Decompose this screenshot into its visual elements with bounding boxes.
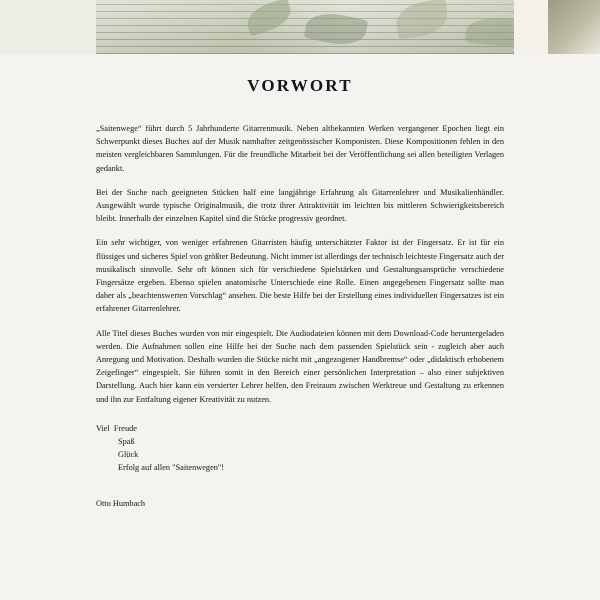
signature: Otto Humbach xyxy=(96,498,146,508)
closing-block xyxy=(96,422,504,475)
closing-line: Viel Freude xyxy=(96,423,137,433)
leaf-icon xyxy=(304,8,369,50)
leaf-icon xyxy=(394,0,450,39)
closing-line: Glück xyxy=(118,450,139,460)
band-left-patch xyxy=(0,0,96,54)
page-sheet xyxy=(0,54,600,600)
paragraph: Bei der Suche nach geeigneten Stücken half eine langjährige Erfahrung als Gitarrenlehrer und Musikalienhändler. Ausgewählt wurde typische Originalmusik, die trotz ihrer Attraktivität im leichten bis mittleren Schwierigkeitsbereich bleibt. Innerhalb der einzelnen Kapitel sind die Stücke progressiv geordnet. xyxy=(96,187,504,224)
closing-line: Spaß xyxy=(118,437,135,447)
closing-line: Erfolg auf allen "Saitenwegen"! xyxy=(118,463,225,473)
paragraph: „Saitenwege“ führt durch 5 Jahrhunderte Gitarrenmusik. Neben altbekannten Werken vergangener Epochen liegt ein Schwerpunkt dieses Buches auf der Musik namhafter zeitgenössischer Komponisten. Diese Kompositionen fehlen in den meisten vergleichbaren Sammlungen. Für die freundliche Mitarbeit bei der Veröffentlichung sei allen beteiligten Verlagen gedankt. xyxy=(96,124,504,173)
band-sheet-music-texture xyxy=(96,0,514,54)
paragraph: Ein sehr wichtiger, von weniger erfahrenen Gitarristen häufig unterschätzter Faktor ist der Fingersatz. Er ist für ein flüssiges und sicheres Spiel von größter Bedeutung. Nicht immer ist allerdings der technisch leichteste Fingersatz auch der musikalisch sinnvolle. Sehr oft können sich für verschiedene Spielstärken und Gestaltungsansprüche verschiedene Fingersätze ergeben. Ebenso spielen anatomische Unterschiede eine Rolle. Einen angegebenen Fingersatz sollte man daher als „beachtenswerten Vorschlag“ ansehen. Die beste Hilfe bei der Erstellung eines individuellen Fingersatzes ist ein erfahrener Gitarrenlehrer. xyxy=(96,238,504,314)
decorative-header-band xyxy=(0,0,600,54)
leaf-icon xyxy=(243,0,295,36)
band-corner-shadow xyxy=(548,0,600,54)
paragraph: Alle Titel dieses Buches wurden von mir eingespielt. Die Audiodateien können mit dem Download-Code heruntergeladen werden. Die Aufnahmen sollen eine Hilfe bei der Suche nach dem passenden Spielstück sein - zugleich aber auch Anregung und Motivation. Deshalb wurden die Stücke nicht mit „angezogener Handbremse“ oder „didaktisch erhobenem Zeigefinger“ eingespielt. Sie führen somit in den Bereich einer persönlichen Interpretation – also einer subjektiven Darstellung. Auch hier kann ein versierter Lehrer helfen, den Freiraum zwischen Werktreue und Gestaltung zu erkennen und ihn zur Entfaltung eigener Kreativität zu nutzen. xyxy=(96,328,504,404)
page-title: VORWORT xyxy=(247,76,353,95)
